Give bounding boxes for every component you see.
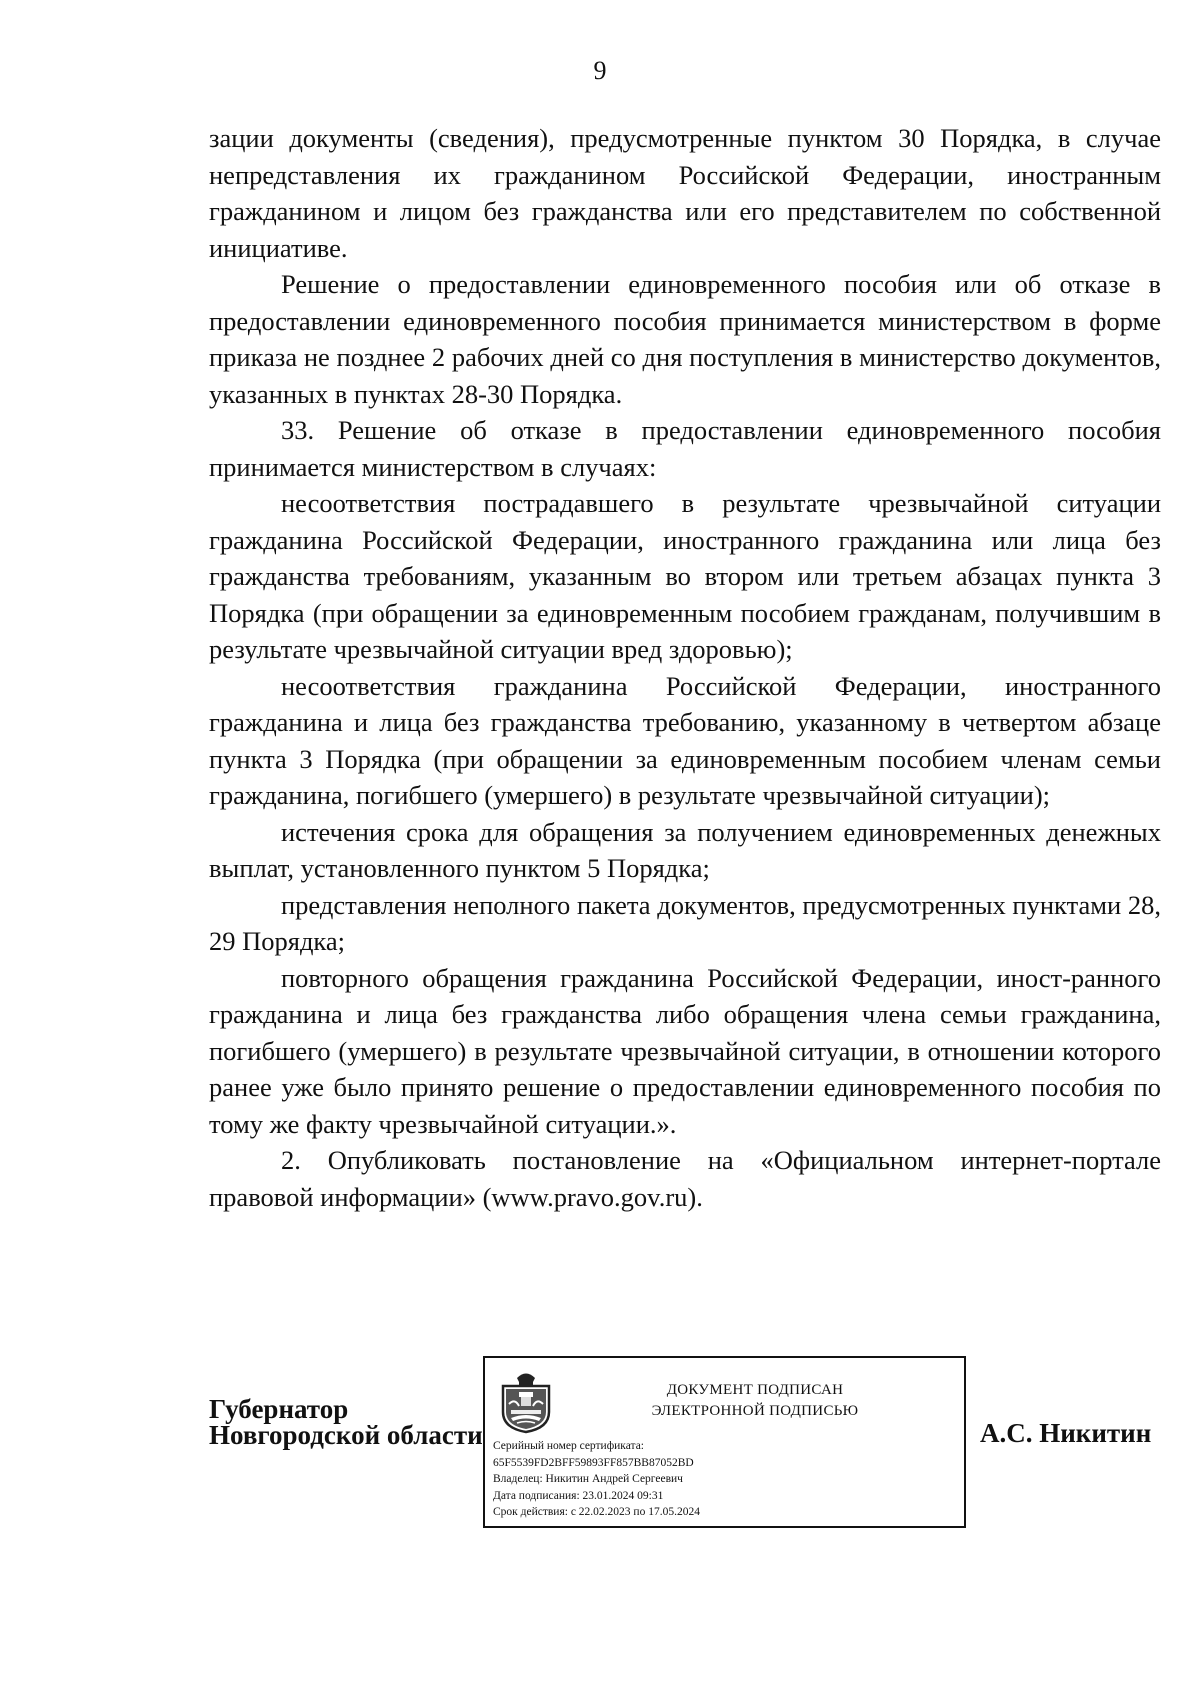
serial-label: Серийный номер сертификата: [493, 1440, 644, 1452]
novgorod-coat-of-arms-icon [497, 1368, 555, 1434]
signed-date: Дата подписания: 23.01.2024 09:31 [493, 1489, 664, 1502]
certificate-details [493, 1438, 700, 1521]
paragraph: 33. Решение об отказе в предоставлении единовременного пособия принимается министерством в случаях: [209, 415, 1161, 482]
signer-title [209, 1396, 483, 1448]
paragraph: повторного обращения гражданина Российской Федерации, иност-ранного гражданина и лица без гражданства либо обращения члена семьи гражданина, погибшего (умершего) в результате чрезвычайной ситуации, в отношении которого ранее уже было принято решение о предоставлении единовременного пособия по тому же факту чрезвычайной ситуации.». [209, 962, 1161, 1139]
signer-title-line: Губернатор [209, 1394, 349, 1424]
stamp-header-line: ДОКУМЕНТ ПОДПИСАН [666, 1382, 844, 1398]
electronic-signature-stamp [483, 1356, 966, 1528]
signature-block [0, 1356, 1200, 1536]
stamp-header [565, 1380, 945, 1422]
paragraph: зации документы (сведения), предусмотренные пунктом 30 Порядка, в случае непредставления их гражданином Российской Федерации, иностранным гражданином и лицом без гражданства или его представителем по собственной инициативе. [209, 123, 1161, 263]
paragraph: несоответствия пострадавшего в результате чрезвычайной ситуации гражданина Российской Федерации, иностранного гражданина или лица без гражданства требованиям, указанным во втором или третьем абзацах пункта 3 Порядка (при обращении за единовременным пособием гражданам, получившим в результате чрезвычайной ситуации вред здоровью); [209, 488, 1161, 664]
document-body [209, 120, 1161, 1215]
signer-title-line: Новгородской области [209, 1420, 483, 1450]
paragraph: несоответствия гражданина Российской Федерации, иностранного гражданина и лица без гражданства требованию, указанному в четвертом абзаце пункта 3 Порядка (при обращении за единовременным пособием членам семьи гражданина, погибшего (умершего) в результате чрезвычайной ситуации); [209, 670, 1161, 810]
serial-value: 65F5539FD2BFF59893FF857BB87052BD [493, 1456, 694, 1469]
signer-name: А.С. Никитин [980, 1418, 1152, 1448]
stamp-header-line: ЭЛЕКТРОННОЙ ПОДПИСЬЮ [651, 1403, 859, 1419]
paragraph: 2. Опубликовать постановление на «Официальном интернет-портале правовой информации» (www.pravo.gov.ru). [209, 1145, 1161, 1212]
paragraph: Решение о предоставлении единовременного пособия или об отказе в предоставлении единовременного пособия принимается министерством в форме приказа не позднее 2 рабочих дней со дня поступления в министерство документов, указанных в пунктах 28-30 Порядка. [209, 269, 1161, 409]
page-number: 9 [593, 56, 607, 85]
validity-period: Срок действия: с 22.02.2023 по 17.05.2024 [493, 1506, 700, 1518]
paragraph: представления неполного пакета документов, предусмотренных пунктами 28, 29 Порядка; [209, 889, 1161, 956]
owner: Владелец: Никитин Андрей Сергеевич [493, 1473, 683, 1485]
paragraph: истечения срока для обращения за получением единовременных денежных выплат, установленного пунктом 5 Порядка; [209, 816, 1161, 883]
